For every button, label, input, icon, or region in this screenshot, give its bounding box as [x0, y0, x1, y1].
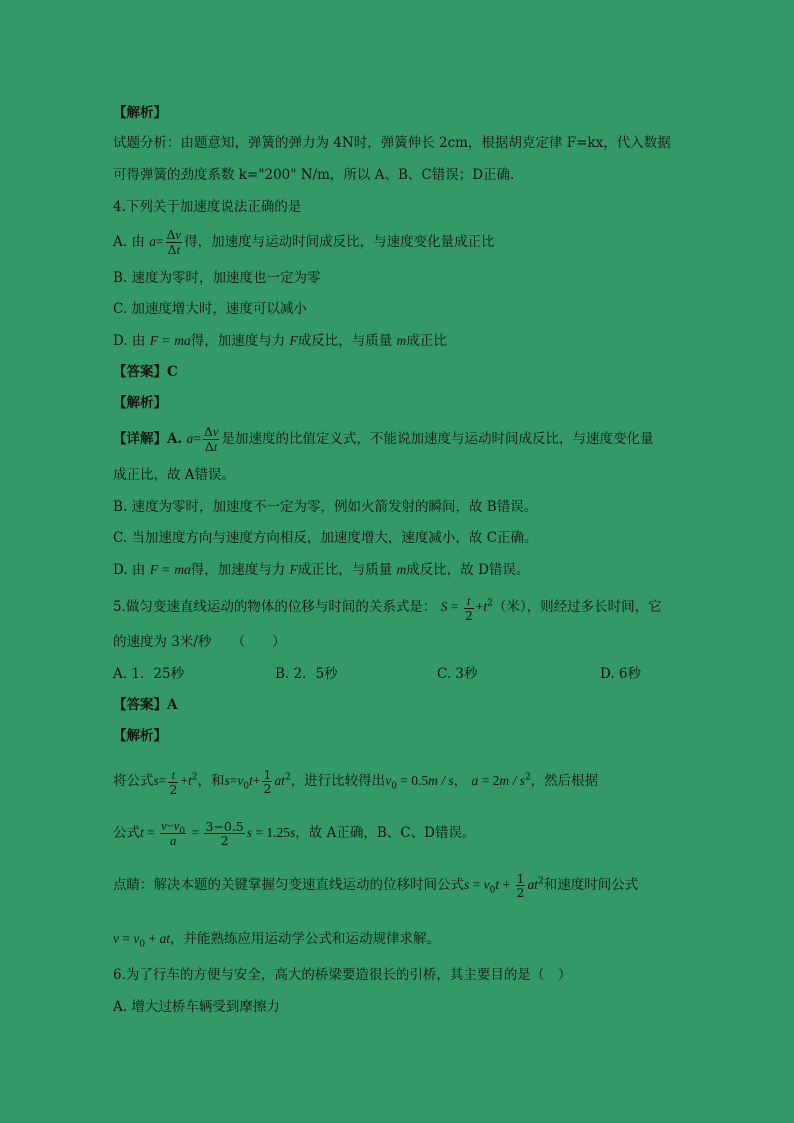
- question-5-analysis-heading: 【解析】: [113, 728, 167, 744]
- formula-given: s= $\frac{t}{2}$ $+t^2$: [153, 767, 198, 797]
- question-5-tip-line1: 点睛：解决本题的关键掌握匀变速直线运动的位移时间公式$s = v_0t$ + $\frac{1}{2}$ $at^2$和速度时间公式: [113, 871, 639, 900]
- question-4-detail-c: C. 当加速度方向与速度方向相反，加速度增大，速度减小，故 C正确。: [113, 530, 538, 546]
- formula-general: $s=v_0t+$ $\frac{1}{2}$ $at^2$: [224, 767, 291, 796]
- question-4-option-b: B. 速度为零时，加速度也一定为零: [113, 270, 321, 286]
- question-5-stem-line2: 的速度为 3米/秒 （ ）: [113, 634, 286, 650]
- question-5-solution-line2: 公式t = $\frac{v-v_0}{a}$ = $\frac{3-0.5}{2}$ s = 1.25s，故 A正确，B、C、D错误。: [113, 819, 476, 848]
- formula-displacement: S = $\frac{t}{2}$ $+t^2$: [440, 593, 493, 623]
- formula-newton: F = ma: [149, 333, 191, 348]
- question-6-option-a: A. 增大过桥车辆受到摩擦力: [113, 999, 280, 1015]
- question-4-analysis-heading: 【解析】: [113, 395, 167, 411]
- question-4-detail-a: 【详解】A. a= $\frac{\Delta v}{\Delta t}$ 是加速度的比值定义式，不能说加速度与运动时间成反比，与速度变化量: [113, 424, 654, 454]
- formula-a-def: a= $\frac{\Delta v}{\Delta t}$: [149, 227, 182, 257]
- question-5-tip-line2: $v = v_0$ + at，并能熟练应用运动学公式和运动规律求解。: [113, 931, 440, 950]
- question-5-option-d: D. 6秒: [600, 666, 642, 682]
- question-4-detail-a-line2: 成正比，故 A错误。: [113, 467, 236, 483]
- question-5-option-c: C. 3秒: [437, 666, 478, 682]
- analysis-heading-q3: 【解析】: [113, 105, 167, 121]
- formula-v0: $v_0 = 0.5m / s$: [385, 773, 454, 792]
- formula-velocity: $v = v_0$ + at: [113, 931, 170, 950]
- question-4-option-a: A. 由 a= $\frac{\Delta v}{\Delta t}$ 得，加速度与运动时间成反比，与速度变化量成正比: [113, 227, 495, 257]
- analysis-q3-line1: 试题分析：由题意知，弹簧的弹力为 4N时，弹簧伸长 2cm，根据胡克定律 F=kx，代入数据: [113, 135, 671, 151]
- question-4-detail-b: B. 速度为零时，加速度不一定为零，例如火箭发射的瞬间，故 B错误。: [113, 499, 538, 515]
- formula-time: t = $\frac{v-v_0}{a}$ = $\frac{3-0.5}{2}$ s = 1.25s: [140, 819, 296, 848]
- question-5-stem: 5.做匀变速直线运动的物体的位移与时间的关系式是： S = $\frac{t}{2}$ $+t^2$（米），则经过多长时间，它: [113, 593, 662, 623]
- formula-newton: F = ma: [149, 562, 191, 577]
- question-4-option-d: D. 由 F = ma得，加速度与力 F成反比，与质量 m成正比: [113, 333, 447, 349]
- question-5-solution-line1: 将公式s= $\frac{t}{2}$ $+t^2$，和$s=v_0t+$ $\frac{1}{2}$ $at^2$，进行比较得出$v_0 = 0.5m / s$， $a = 2m / s^2$，然后根据: [113, 767, 599, 797]
- question-4-detail-d: D. 由 F = ma得，加速度与力 F成正比，与质量 m成反比，故 D错误。: [113, 562, 530, 578]
- question-5-option-b: B. 2．5秒: [275, 666, 338, 682]
- question-4-stem: 4.下列关于加速度说法正确的是: [113, 199, 302, 215]
- question-4-option-c: C. 加速度增大时，速度可以减小: [113, 301, 307, 317]
- question-6-stem: 6.为了行车的方便与安全，高大的桥梁要造很长的引桥，其主要目的是（ ）: [113, 967, 572, 983]
- question-5-answer: 【答案】A: [113, 697, 178, 713]
- formula-general: $s = v_0t$ + $\frac{1}{2}$ $at^2$: [464, 871, 544, 900]
- question-5-option-a: A. 1．25秒: [113, 666, 185, 682]
- analysis-q3-line2: 可得弹簧的劲度系数 k="200" N/m，所以 A、B、C错误；D正确.: [113, 167, 515, 183]
- formula-a-def: a= $\frac{\Delta v}{\Delta t}$: [186, 424, 219, 454]
- question-4-answer: 【答案】C: [113, 364, 178, 380]
- formula-accel: $a = 2m / s^2$: [471, 772, 531, 788]
